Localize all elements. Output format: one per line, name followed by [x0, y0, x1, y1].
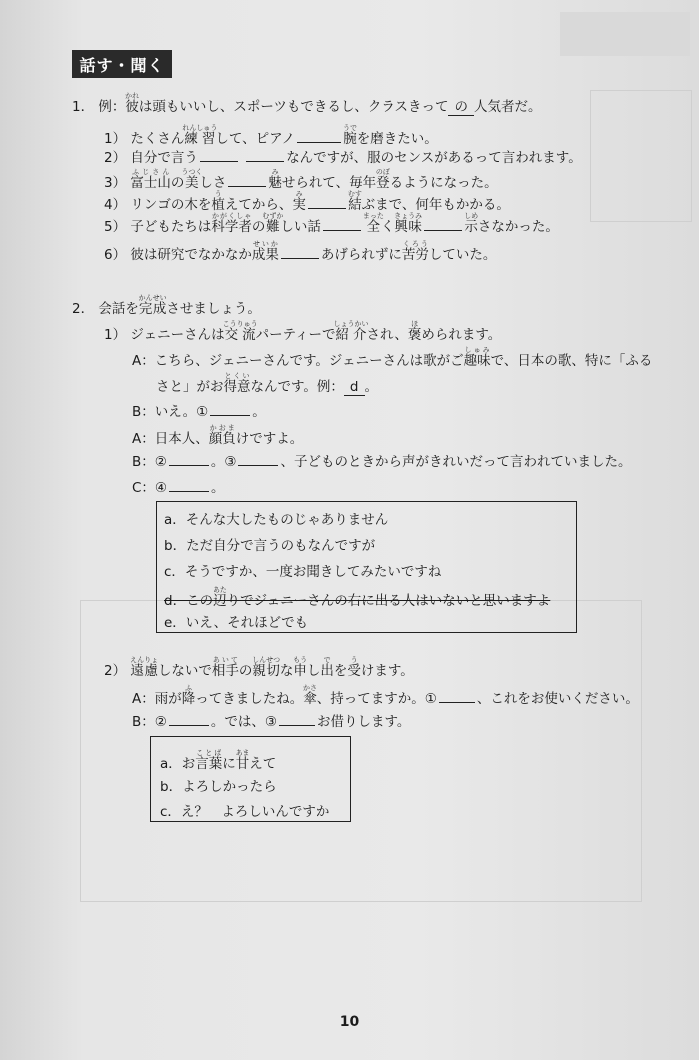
- q2-dialog1-line-b1: B：いえ。① 。: [132, 404, 266, 420]
- option-1c: c．そうですか、一度お聞きしてみたいですね: [164, 564, 442, 580]
- q1-example: 1． 例：彼かれは頭もいいし、スポーツもできるし、クラスきって の 人気者だ。: [72, 92, 542, 115]
- answer-blank[interactable]: [246, 160, 284, 162]
- q2-dialog1-line-c1: C：④ 。: [132, 480, 225, 496]
- answer-blank[interactable]: [323, 229, 361, 231]
- q2-heading: 2． 会話を完成かんせいさせましょう。: [72, 294, 261, 317]
- answer-blank[interactable]: [169, 464, 209, 466]
- q2-dialog1-line-a2: A：日本人、顔負かおまけですよ。: [132, 424, 304, 447]
- answer-blank[interactable]: [200, 160, 238, 162]
- answer-blank[interactable]: [228, 185, 266, 187]
- option-2b: b．よろしかったら: [160, 779, 277, 795]
- option-1d-used: d．この辺あたりでジェニーさんの右に出る人はいないと思いますよ: [164, 586, 551, 609]
- q1-item-4: 4） リンゴの木を植うえてから、実み結むすぶまで、何年もかかる。: [104, 190, 510, 213]
- q2-dialog1-line-b2: B：② 。③ 、子どものときから声がきれいだって言われていました。: [132, 454, 632, 470]
- q2-dialog1-title: 1） ジェニーさんは交流こうりゅうパーティーで紹介しょうかいされ、褒ほめられます。: [104, 320, 502, 343]
- answer-blank[interactable]: [308, 207, 346, 209]
- bleed-through-box: [590, 90, 692, 222]
- q2-dialog2-line-b: B：② 。では、③ お借りします。: [132, 714, 411, 730]
- answer-blank[interactable]: [281, 257, 319, 259]
- answer-blank[interactable]: [169, 724, 209, 726]
- answer-blank[interactable]: [297, 141, 341, 143]
- answer-blank[interactable]: [279, 724, 315, 726]
- option-2c: c．え？ よろしいんですか: [160, 804, 330, 820]
- bleed-through-tab: [560, 12, 690, 56]
- answer-blank[interactable]: [210, 414, 250, 416]
- q2-dialog1-line-a1-cont: さと」がお得意とくいなんです。例： d 。: [156, 372, 378, 395]
- option-2a: a．お言葉ことばに甘あまえて: [160, 749, 277, 772]
- option-1a: a．そんな大したものじゃありません: [164, 512, 389, 528]
- q2-dialog2-title: 2） 遠慮えんりょしないで相手あいての親切しんせつな申もうし出でを受うけます。: [104, 656, 414, 679]
- answer-blank[interactable]: [169, 490, 209, 492]
- answer-blank[interactable]: [439, 701, 475, 703]
- option-1e: e．いえ、それほどでも: [164, 615, 309, 631]
- page-number: 10: [339, 1014, 360, 1030]
- answer-blank[interactable]: [424, 229, 462, 231]
- q1-item-2: 2） 自分で言う なんですが、服のセンスがあるって言われます。: [104, 150, 582, 166]
- q1-item-1: 1） たくさん練習れんしゅうして、ピアノ 腕うでを磨きたい。: [104, 124, 438, 147]
- q2-dialog2-line-a: A：雨が降ふってきましたね。傘かさ、持ってますか。① 、これをお使いください。: [132, 684, 639, 707]
- section-tag: 話す・聞く: [72, 50, 172, 78]
- q1-item-6: 6） 彼は研究でなかなか成果せいかあげられずに苦労くろうしていた。: [104, 240, 497, 263]
- q1-item-3: 3） 富士山ふじさんの美うつくしさ 魅みせられて、毎年登のぼるようになった。: [104, 168, 498, 191]
- q2-dialog1-line-a1: A：こちら、ジェニーさんです。ジェニーさんは歌がご趣味しゅみで、日本の歌、特に「ふる: [132, 346, 653, 369]
- q1-item-5: 5） 子どもたちは科学者かがくしゃの難むずかしい話 全まったく興味きょうみ示しめさなかった。: [104, 212, 559, 235]
- answer-blank[interactable]: [238, 464, 278, 466]
- option-1b: b．ただ自分で言うのもなんですが: [164, 538, 376, 554]
